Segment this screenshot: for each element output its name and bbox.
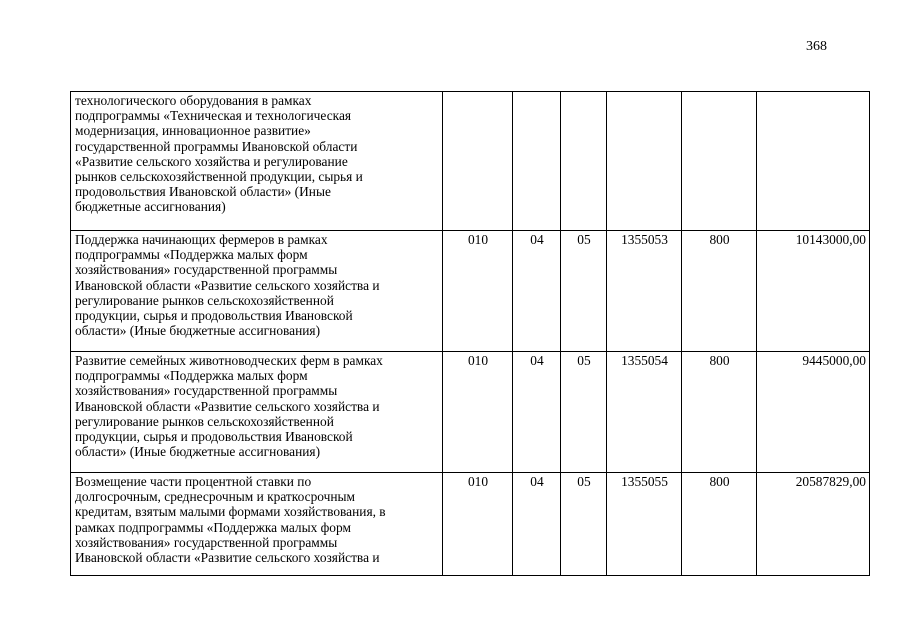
target-article-code [607,92,682,231]
table-row [71,473,870,576]
subsection-code: 05 [561,352,607,473]
ministry-code: 010 [443,352,513,473]
section-code: 04 [513,352,561,473]
target-article-code: 1355054 [607,352,682,473]
target-article-code: 1355053 [607,231,682,352]
subsection-code: 05 [561,231,607,352]
ministry-code: 010 [443,473,513,576]
page-number: 368 [806,39,827,54]
section-code: 04 [513,473,561,576]
row-description: технологического оборудования в рамках подпрограммы «Техническая и технологическая модернизация, инновационное развитие» государственной программы Ивановской области «Развитие сельского хозяйства и регулирование рынков сельскохозяйственной продукции, сырья и продовольствия Ивановской области» (Иные бюджетные ассигнования) [71,92,443,231]
amount: 10143000,00 [757,231,870,352]
row-description: Развитие семейных животноводческих ферм в рамках подпрограммы «Поддержка малых форм хозяйствования» государственной программы Ивановской области «Развитие сельского хозяйства и регулирование рынков сельскохозяйственной продукции, сырья и продовольствия Ивановской области» (Иные бюджетные ассигнования) [71,352,443,473]
table-row [71,352,870,473]
ministry-code [443,92,513,231]
table-row [71,92,870,231]
section-code: 04 [513,231,561,352]
row-description: Возмещение части процентной ставки по долгосрочным, среднесрочным и краткосрочным кредитам, взятым малыми формами хозяйствования, в рамках подпрограммы «Поддержка малых форм хозяйствования» государственной программы Ивановской области «Развитие сельского хозяйства и [71,473,443,576]
expense-type-code: 800 [682,231,757,352]
target-article-code: 1355055 [607,473,682,576]
amount: 9445000,00 [757,352,870,473]
subsection-code [561,92,607,231]
expense-type-code: 800 [682,473,757,576]
ministry-code: 010 [443,231,513,352]
table-row [71,231,870,352]
budget-table [70,91,870,576]
subsection-code: 05 [561,473,607,576]
amount [757,92,870,231]
row-description: Поддержка начинающих фермеров в рамках подпрограммы «Поддержка малых форм хозяйствования» государственной программы Ивановской области «Развитие сельского хозяйства и регулирование рынков сельскохозяйственной продукции, сырья и продовольствия Ивановской области» (Иные бюджетные ассигнования) [71,231,443,352]
expense-type-code: 800 [682,352,757,473]
section-code [513,92,561,231]
expense-type-code [682,92,757,231]
amount: 20587829,00 [757,473,870,576]
